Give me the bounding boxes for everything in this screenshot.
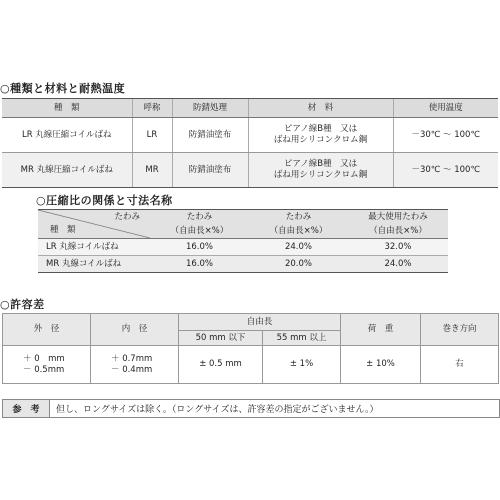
material-cell bbox=[248, 118, 393, 153]
type-cell: MR 丸線コイルばね bbox=[38, 256, 150, 273]
material-line-2: ばね用シリコンクロム鋼 bbox=[273, 135, 368, 145]
inner-tolerance-cell bbox=[91, 346, 179, 384]
table-row bbox=[2, 118, 498, 153]
table-row bbox=[38, 239, 448, 256]
header-fl-over-55: 55 mm 以上 bbox=[263, 331, 341, 346]
value-cell: 16.0% bbox=[150, 239, 249, 256]
value-cell: 24.0% bbox=[249, 239, 348, 256]
section-title-compression: ○圧縮比の関係と寸法名称 bbox=[36, 194, 173, 207]
col-unit: （自由長×%） bbox=[348, 224, 448, 239]
header-load: 荷 重 bbox=[341, 314, 421, 346]
fl-under-50-value: ± 0.5 mm bbox=[179, 346, 263, 384]
section-title-tolerance: ○許容差 bbox=[0, 298, 45, 311]
type-cell: LR 丸線圧縮コイルばね bbox=[2, 118, 132, 153]
temperature-cell: －30℃ ～ 100℃ bbox=[393, 118, 498, 153]
table-header-row bbox=[3, 314, 499, 331]
header-winding: 巻き方向 bbox=[421, 314, 499, 346]
header-outer-diameter: 外 径 bbox=[3, 314, 91, 346]
value-cell: 16.0% bbox=[150, 256, 249, 273]
col-unit: （自由長×%） bbox=[249, 224, 348, 239]
types-materials-table bbox=[2, 98, 498, 188]
tolerance-table bbox=[2, 313, 499, 384]
outer-tolerance-cell bbox=[3, 346, 91, 384]
value-cell: 24.0% bbox=[348, 256, 448, 273]
outer-plus: ＋ 0 mm bbox=[23, 353, 65, 364]
header-inner-diameter: 内 径 bbox=[91, 314, 179, 346]
material-line-1: ピアノ線B種 又は bbox=[283, 159, 358, 170]
reference-note bbox=[2, 399, 500, 418]
designation-cell: MR bbox=[132, 153, 172, 188]
table-row bbox=[2, 153, 498, 188]
compression-table bbox=[38, 209, 448, 273]
col-unit: （自由長×%） bbox=[150, 224, 249, 239]
table-row bbox=[3, 346, 499, 384]
col-deflection-1: たわみ bbox=[150, 210, 249, 225]
note-label: 参 考 bbox=[3, 400, 50, 417]
inner-minus: － 0.4mm bbox=[111, 364, 153, 375]
fl-over-55-value: ± 1% bbox=[263, 346, 341, 384]
header-designation: 呼称 bbox=[132, 99, 172, 118]
inner-plus: ＋ 0.7mm bbox=[111, 353, 153, 364]
table-header-row bbox=[2, 99, 498, 118]
header-rust-treatment: 防錆処理 bbox=[172, 99, 248, 118]
header-type: 種 類 bbox=[2, 99, 132, 118]
header-temperature: 使用温度 bbox=[393, 99, 498, 118]
value-cell: 32.0% bbox=[348, 239, 448, 256]
rust-cell: 防錆油塗布 bbox=[172, 118, 248, 153]
type-cell: LR 丸線コイルばね bbox=[38, 239, 150, 256]
header-fl-under-50: 50 mm 以下 bbox=[179, 331, 263, 346]
table-header-row bbox=[38, 210, 448, 225]
winding-value: 右 bbox=[421, 346, 499, 384]
col-max-deflection: 最大使用たわみ bbox=[348, 210, 448, 225]
header-material: 材 料 bbox=[248, 99, 393, 118]
section-title-types: ○種類と材料と耐熱温度 bbox=[0, 82, 126, 95]
material-line-2: ばね用シリコンクロム鋼 bbox=[273, 170, 368, 180]
corner-cell bbox=[38, 210, 150, 239]
designation-cell: LR bbox=[132, 118, 172, 153]
value-cell: 20.0% bbox=[249, 256, 348, 273]
material-line-1: ピアノ線B種 又は bbox=[283, 124, 358, 135]
corner-top-label: たわみ bbox=[114, 212, 140, 222]
rust-cell: 防錆油塗布 bbox=[172, 153, 248, 188]
outer-minus: － 0.5mm bbox=[23, 364, 65, 375]
col-deflection-2: たわみ bbox=[249, 210, 348, 225]
type-cell: MR 丸線圧縮コイルばね bbox=[2, 153, 132, 188]
temperature-cell: －30℃ ～ 100℃ bbox=[393, 153, 498, 188]
note-text: 但し、ロングサイズは除く。（ロングサイズは、許容差の指定がございません。） bbox=[56, 405, 379, 415]
load-value: ± 10% bbox=[341, 346, 421, 384]
corner-bottom-label: 種 類 bbox=[50, 225, 76, 236]
header-free-length: 自由長 bbox=[179, 314, 341, 331]
table-row bbox=[38, 256, 448, 273]
material-cell bbox=[248, 153, 393, 188]
